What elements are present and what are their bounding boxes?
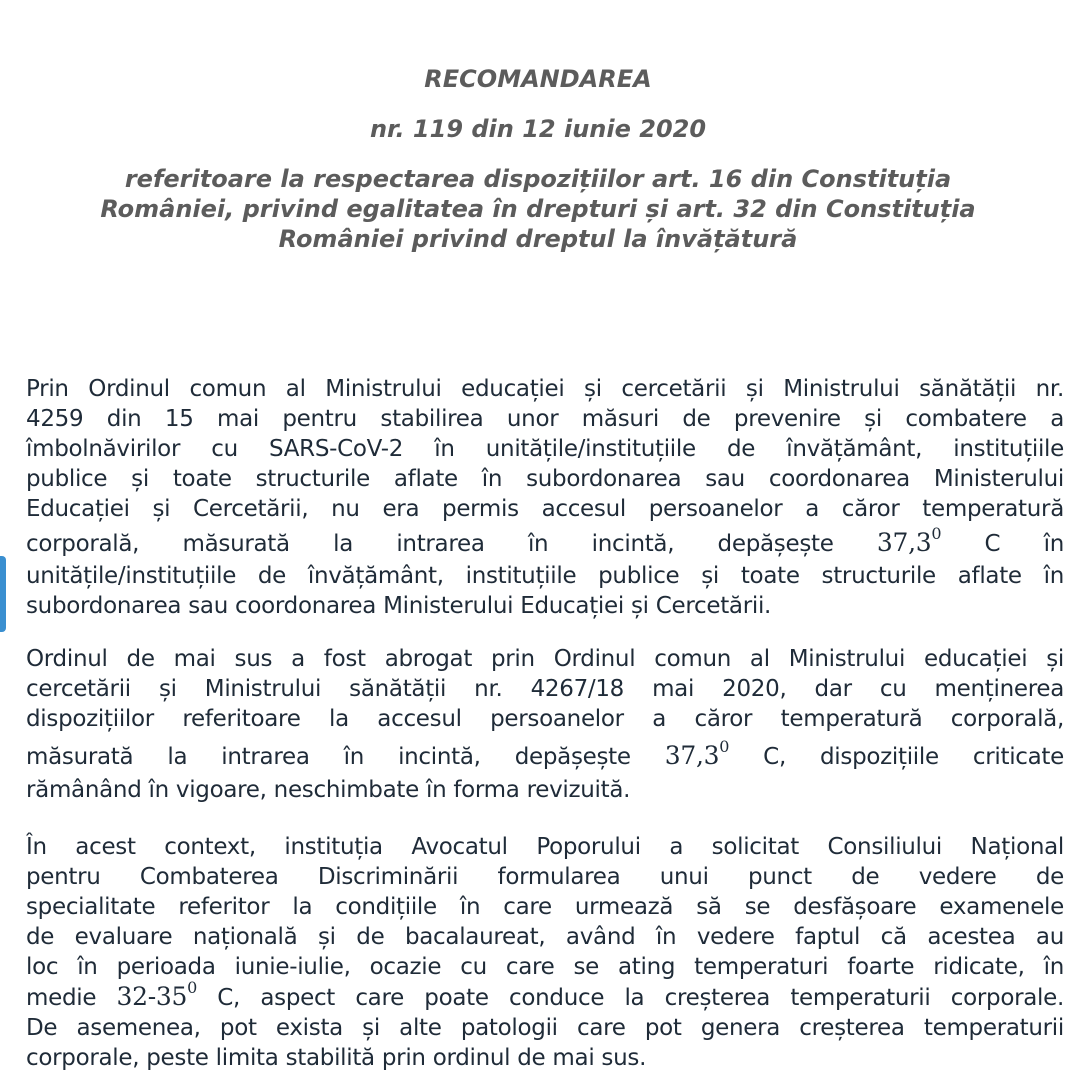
paragraph-line: unitățile/instituțiile de învățământ, instituțiile publice și toate structurile aflate în [26, 563, 1064, 589]
subject-line: României, privind egalitatea în drepturi și art. 32 din Constituția [100, 195, 976, 223]
paragraph-line: cercetării și Ministrului sănătății nr. 4267/18 mai 2020, dar cu menținerea [26, 676, 1064, 702]
temperature-number: 37,3 [876, 528, 932, 557]
subject-line: României privind dreptul la învățătură [278, 225, 798, 253]
paragraph-2 [26, 644, 1064, 805]
subject-line: referitoare la respectarea dispozițiilor art. 16 din Constituția [124, 165, 952, 193]
paragraph-line: de evaluare națională și de bacalaureat, având în vedere faptul că acestea au [26, 924, 1064, 950]
paragraph-1 [26, 374, 1064, 621]
paragraph-line-temperature [26, 524, 1064, 561]
line-text: medie [26, 985, 117, 1011]
line-text: C în [941, 531, 1064, 557]
degree-superscript: 0 [719, 737, 730, 756]
document-subject [0, 164, 1076, 254]
paragraph-line: Educației și Cercetării, nu era permis accesul persoanelor a căror temperatură [26, 496, 1064, 522]
paragraph-line: pentru Combaterea Discriminării formularea unui punct de vedere de [26, 864, 1064, 890]
temperature-value [876, 524, 942, 557]
paragraph-line-temperature [26, 734, 1064, 775]
paragraph-line: Ordinul de mai sus a fost abrogat prin Ordinul comun al Ministrului educației și [26, 646, 1064, 672]
paragraph-3 [26, 832, 1064, 1073]
paragraph-line: rămânând în vigoare, neschimbate în forma revizuită. [26, 777, 631, 803]
document-number: nr. 119 din 12 iunie 2020 [369, 115, 707, 143]
paragraph-line: publice și toate structurile aflate în subordonarea sau coordonarea Ministerului [26, 466, 1064, 492]
line-text: C, dispozițiile criticate [729, 744, 1064, 770]
temperature-value [664, 737, 730, 770]
degree-superscript: 0 [931, 524, 942, 543]
temperature-number: 32-35 [116, 982, 188, 1011]
paragraph-line: corporale, peste limita stabilită prin ordinul de mai sus. [26, 1045, 647, 1071]
paragraph-line: În acest context, instituția Avocatul Poporului a solicitat Consiliului Național [26, 834, 1064, 860]
paragraph-line: loc în perioada iunie-iulie, ocazie cu care se ating temperaturi foarte ridicate, în [26, 954, 1064, 980]
paragraph-line-temperature [26, 978, 1064, 1013]
paragraph-line: Prin Ordinul comun al Ministrului educației și cercetării și Ministrului sănătății nr. [26, 376, 1064, 402]
line-text: C, aspect care poate conduce la creșterea temperaturii corporale. [196, 985, 1064, 1011]
line-text: corporală, măsurată la intrarea în incintă, depășește [26, 531, 877, 557]
left-edge-marker [0, 556, 6, 632]
paragraph-line: dispozițiilor referitoare la accesul persoanelor a căror temperatură corporală, [26, 706, 1064, 732]
temperature-value [116, 978, 197, 1011]
temperature-number: 37,3 [664, 741, 720, 770]
line-text: măsurată la intrarea în incintă, depășește [26, 744, 665, 770]
document-title: RECOMANDAREA [424, 65, 652, 93]
paragraph-line: De asemenea, pot exista și alte patologii care pot genera creșterea temperaturii [26, 1015, 1064, 1041]
paragraph-line: specialitate referitor la condițiile în care urmează să se desfășoare examenele [26, 894, 1064, 920]
paragraph-line: 4259 din 15 mai pentru stabilirea unor măsuri de prevenire și combatere a [26, 406, 1064, 432]
paragraph-line: subordonarea sau coordonarea Ministerului Educației și Cercetării. [26, 593, 772, 619]
degree-superscript: 0 [187, 978, 197, 997]
paragraph-line: îmbolnăvirilor cu SARS-CoV-2 în unitățile/instituțiile de învățământ, instituțiile [26, 436, 1064, 462]
